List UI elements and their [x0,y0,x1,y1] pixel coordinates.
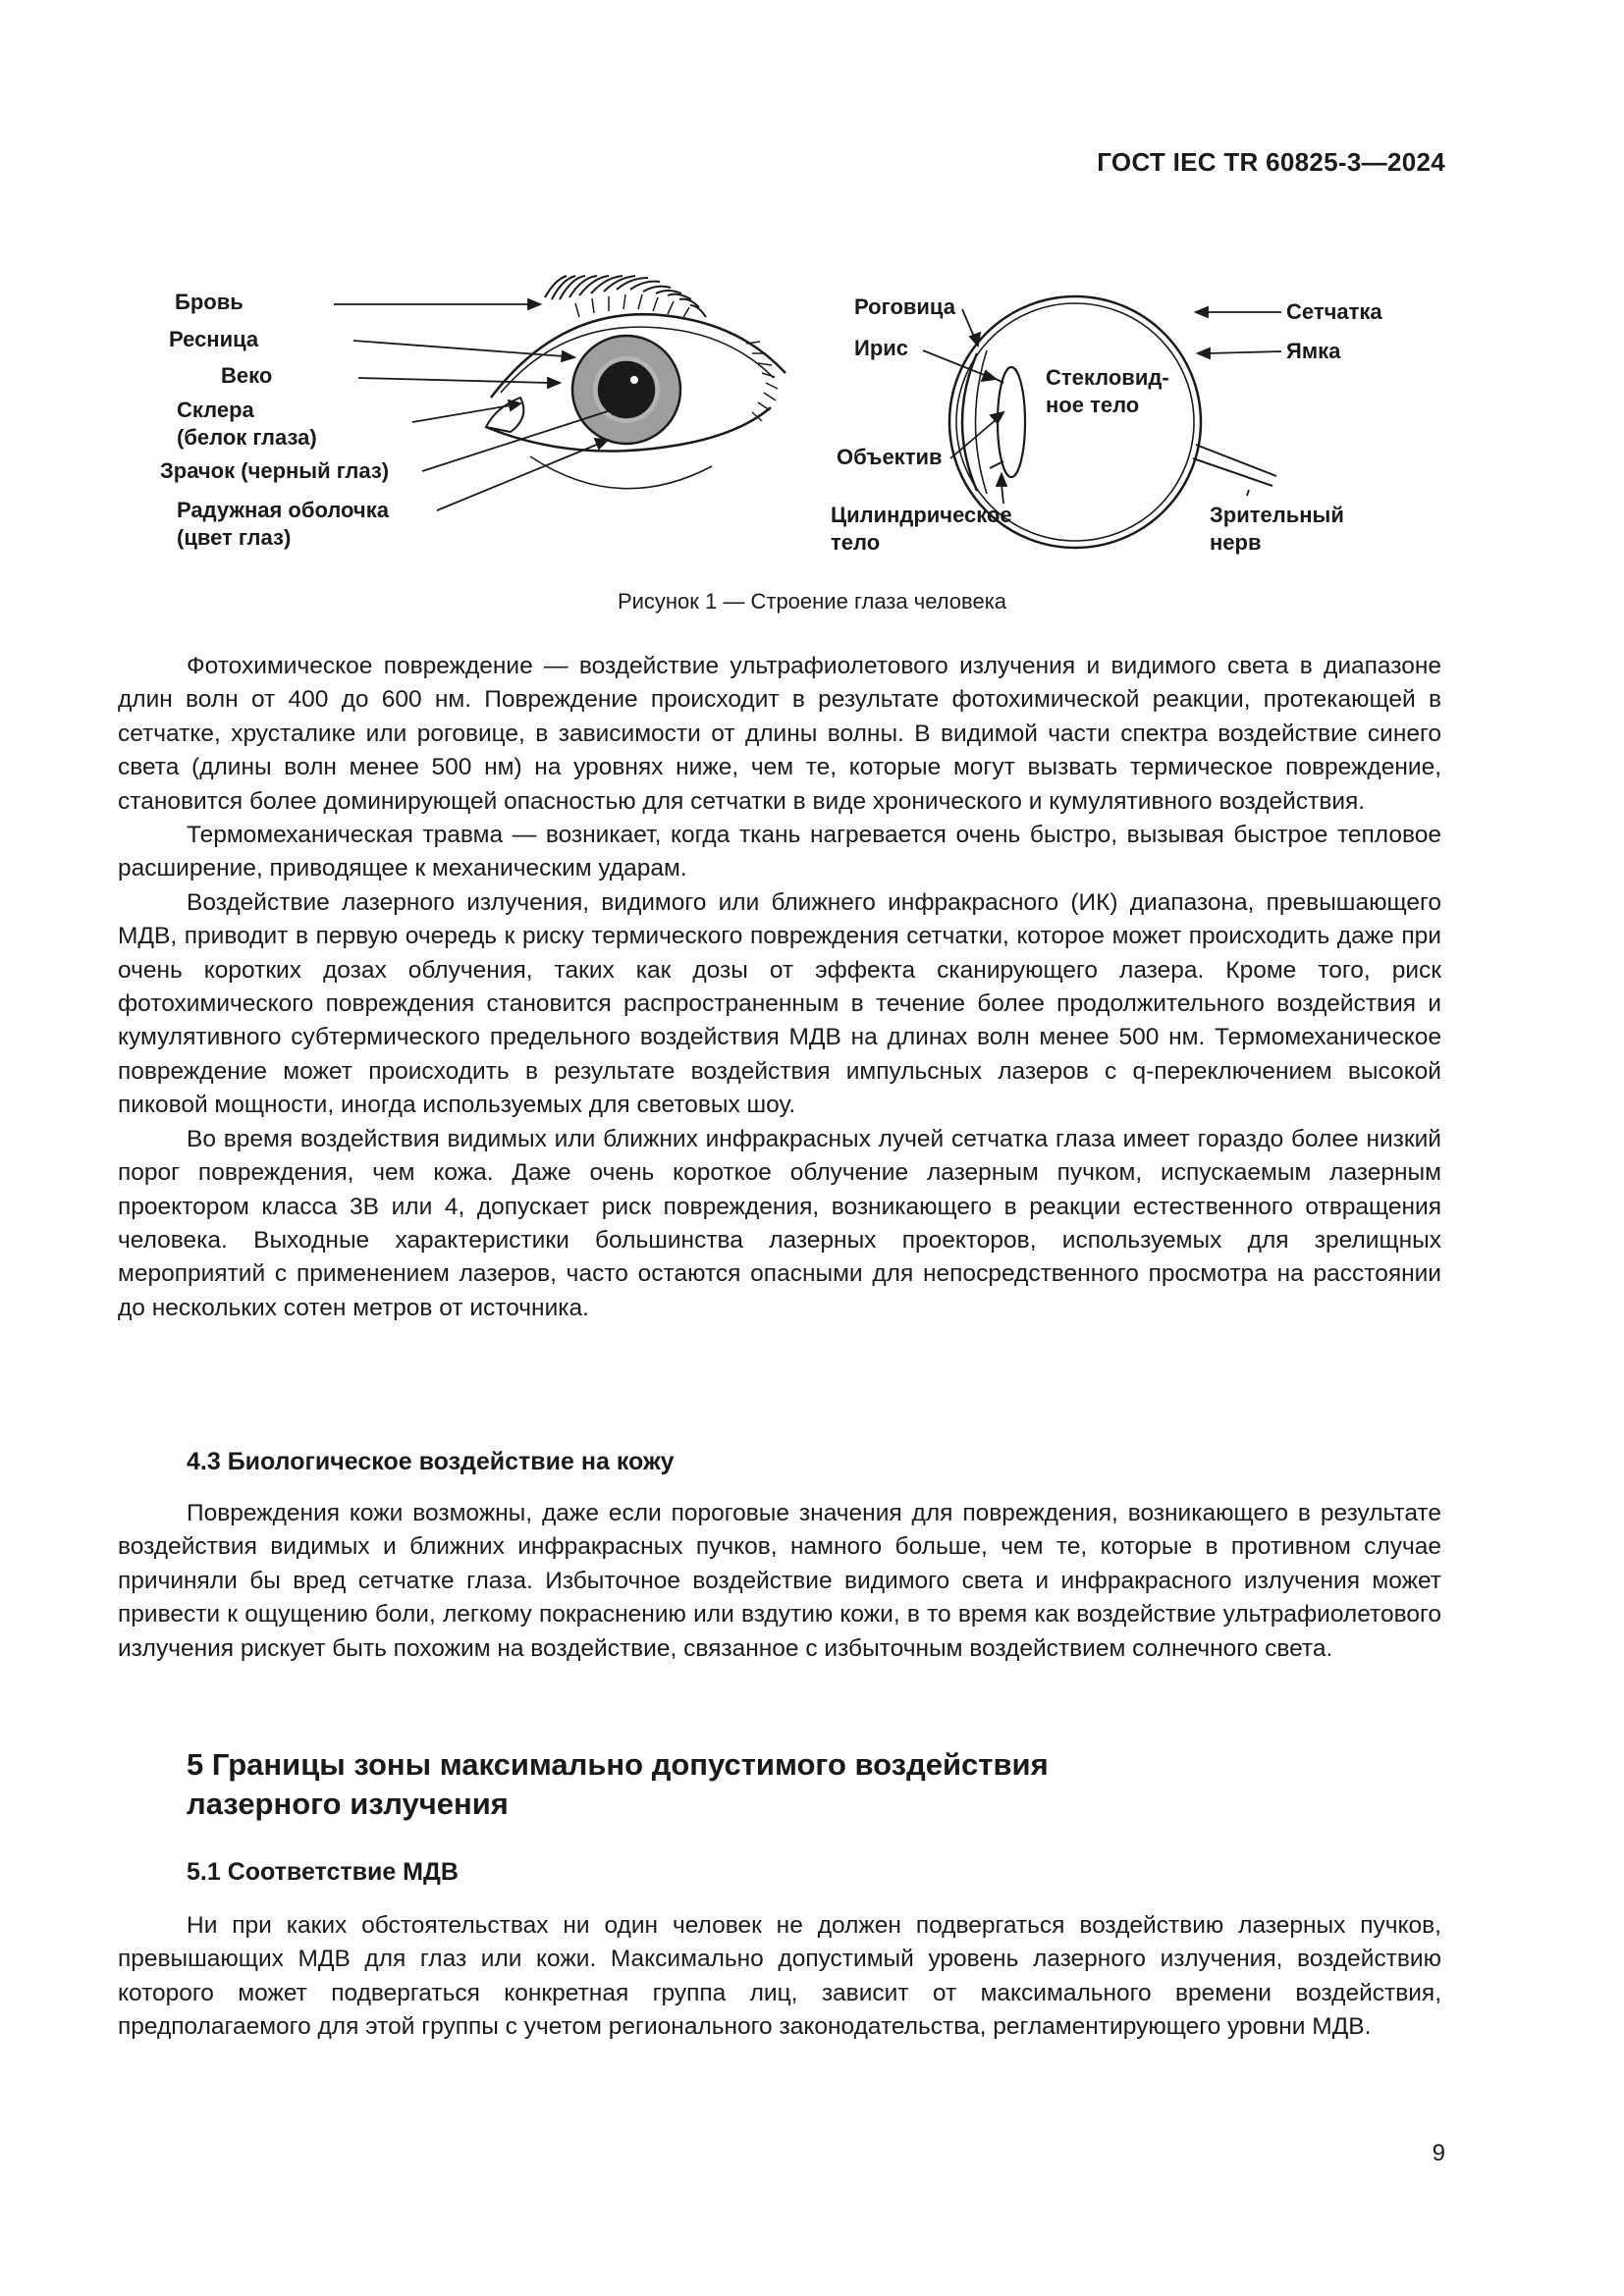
paragraph-retina-threshold: Во время воздействия видимых или ближних инфракрасных лучей сетчатка глаза имеет гораздо более низкий порог повреждения, чем кожа. Даже очень короткое облучение лазерным пучком, испускаемым лазерным проектором класса 3В или 4, допускает риск повреждения, возникающего в реакции естественного отвращения человека. Выходные характеристики большинства лазерных проекторов, используемых для зрелищных мероприятий с применением лазеров, часто остаются опасными для непосредственного просмотра на расстоянии до нескольких сотен метров от источника. [118,1125,1441,1321]
label-ciliary-sub: тело [831,530,881,555]
heading-5 [187,1745,1049,1824]
paragraph-skin-damage: Повреждения кожи возможны, даже если пороговые значения для повреждения, возникающего в результате воздействия видимых и ближних инфракрасных пучков, намного больше, чем те, которые в противном случае причиняли бы вред сетчатке глаза. Избыточное воздействие видимого света и инфракрасного излучения может привести к ощущению боли, легкому покраснению или вздутию кожи, в то время как воздействие ультрафиолетового излучения рискует быть похожим на воздействие, связанное с избыточным воздействием солнечного света. [118,1500,1441,1662]
paragraph-photochemical: Фотохимическое повреждение — воздействие ультрафиолетового излучения и видимого света в диапазоне длин волн от 400 до 600 нм. Повреждение происходит в результате фотохимической реакции, протекающей в сетчатке, хрусталике или роговице, в зависимости от длины волны. В видимой части спектра воздействие синего света (длины волн менее 500 нм) на уровнях ниже, чем те, которые могут вызвать термическое повреждение, становится более доминирующей опасностью для сетчатки в виде хронического и кумулятивного воздействия. [118,653,1441,815]
label-vitreous-sub: ное тело [1046,393,1140,417]
pupil-circle [599,362,654,417]
body-text [118,650,1441,1325]
label-iris-sub: (цвет глаз) [177,525,292,550]
heading-5-line1: 5 Границы зоны максимально допустимого воздействия [187,1747,1049,1782]
label-eyelash: Ресница [169,327,259,351]
figure-caption: Рисунок 1 — Строение глаза человека [617,589,1007,614]
label-optic-nerve-sub: нерв [1210,530,1262,555]
label-sclera-sub: (белок глаза) [177,425,317,450]
paragraph-mpe-compliance: Ни при каких обстоятельствах ни один человек не должен подвергаться воздействию лазерных пучков, превышающих МДВ для глаз или кожи. Максимально допустимый уровень лазерного излучения, воздействию которого может подвергаться конкретная группа лиц, зависит от максимального времени воздействия, предполагаемого для этой группы с учетом регионального законодательства, регламентирующего уровни МДВ. [118,1912,1441,2041]
heading-5-1: 5.1 Соответствие МДВ [187,1858,459,1886]
label-fovea: Ямка [1286,339,1341,363]
label-iris-cross: Ирис [854,336,909,360]
label-eyelid: Веко [221,363,273,388]
section-5-1-text [118,1909,1441,2045]
paragraph-laser-exposure: Воздействие лазерного излучения, видимого или ближнего инфракрасного (ИК) диапазона, превышающего МДВ, приводит в первую очередь к риску термического повреждения сетчатки, которое может происходить даже при очень коротких дозах облучения, таких как дозы от эффекта сканирующего лазера. Кроме того, риск фотохимического повреждения становится распространенным в течение более продолжительного воздействия и кумулятивного субтермического предельного воздействия МДВ на длинах волн менее 500 нм. Термомеханическое повреждение может происходить в результате воздействия импульсных лазеров с q-переключением высокой пиковой мощности, иногда используемых для световых шоу. [118,888,1441,1119]
lens-outline [998,367,1025,477]
eye-structure-figure [157,250,1473,584]
document-code-header: ГОСТ IEC TR 60825-3—2024 [1097,147,1445,177]
label-lens: Объектив [837,445,943,469]
label-retina: Сетчатка [1286,299,1382,324]
label-ciliary: Цилиндрическое [831,503,1012,527]
section-4-3-text [118,1497,1441,1666]
label-pupil: Зрачок (черный глаз) [160,458,390,483]
heading-5-line2: лазерного излучения [187,1787,509,1821]
label-sclera: Склера [177,398,254,422]
optic-nerve [1193,445,1276,486]
label-brow: Бровь [175,290,244,314]
label-iris: Радужная оболочка [177,498,389,522]
page-number: 9 [1432,2140,1445,2166]
paragraph-thermomechanical: Термомеханическая травма — возникает, когда ткань нагревается очень быстро, вызывая быстрое тепловое расширение, приводящее к механическим ударам. [118,822,1441,882]
label-vitreous: Стекловид- [1046,365,1169,390]
label-optic-nerve: Зрительный [1210,503,1344,527]
label-cornea: Роговица [854,294,955,319]
heading-4-3: 4.3 Биологическое воздействие на кожу [187,1448,675,1475]
eye-diagram [157,250,1473,584]
